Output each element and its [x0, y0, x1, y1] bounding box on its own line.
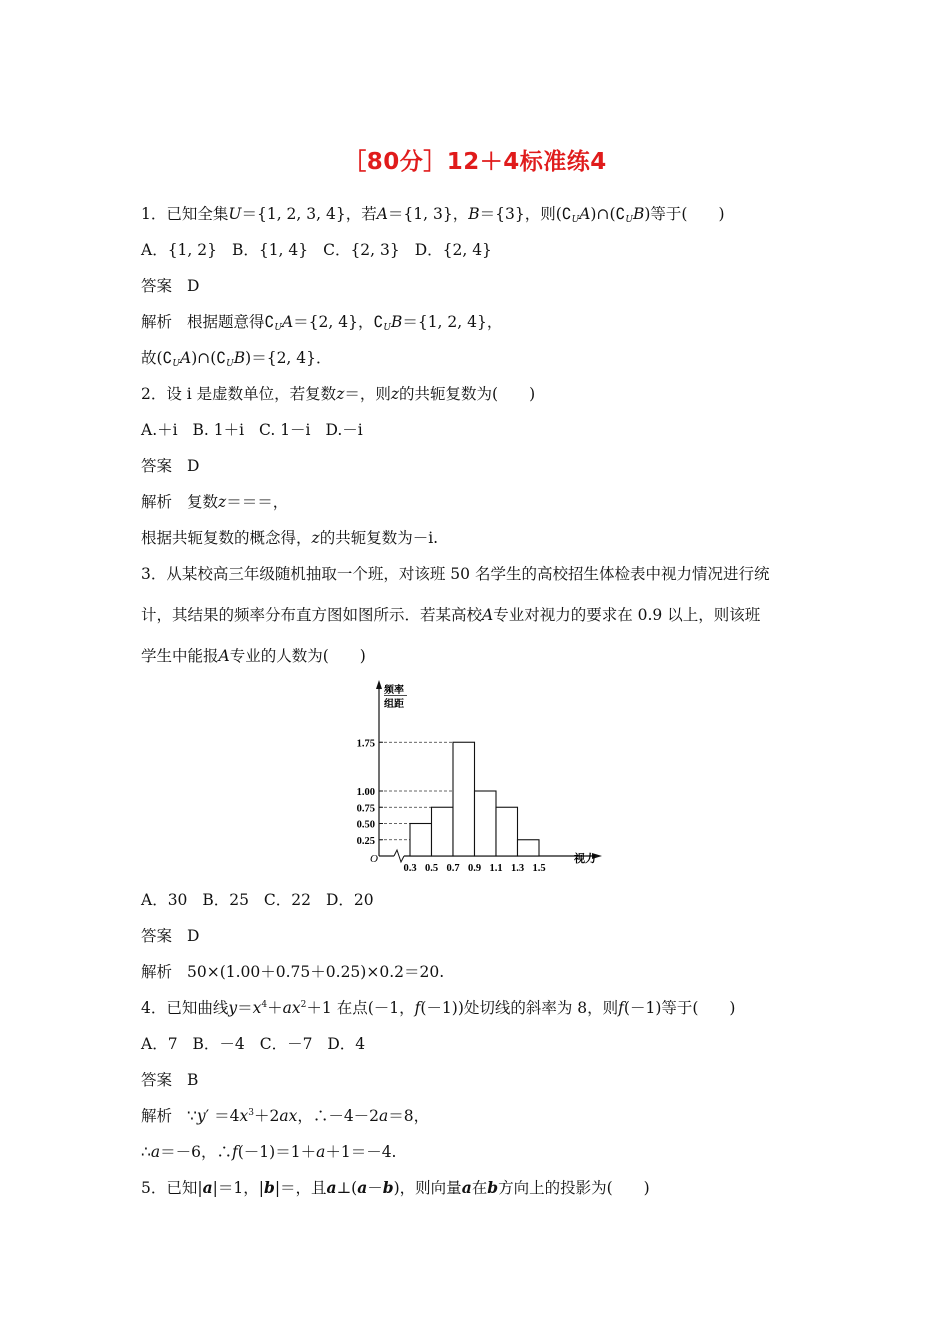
q4-option-a: A．7 — [141, 1035, 178, 1053]
q1-options — [141, 240, 502, 260]
histogram-bar-2 — [453, 742, 475, 856]
q2-option-d: D.－i — [325, 421, 363, 439]
q4-stem: 4．已知曲线$y=x^4+ax^2+1$ 在点(－1，f(－1))处切线的斜率为 8，则f(－1)等于( ) — [141, 999, 736, 1017]
q2-analysis-2: 根据共轭复数的概念得，z的共轭复数为－i. — [141, 529, 439, 547]
q1-option-c: C．{2, 3} — [323, 241, 400, 259]
histogram-chart — [340, 676, 620, 872]
page-title: ［80分］12＋4标准练4 — [343, 149, 607, 175]
y-axis-arrow — [376, 680, 382, 689]
q3-option-c: C．22 — [263, 891, 312, 909]
histogram-bar-0 — [410, 824, 432, 857]
q3-options — [141, 890, 384, 910]
ylabel-top: 频率 — [384, 685, 404, 696]
q1-option-a: A．{1, 2} — [141, 241, 217, 259]
q4-option-d: D．4 — [327, 1035, 366, 1053]
q1-analysis: 解析 根据题意得$∁_UA=\{2$, 4}，$∁_UB=\{1$, 2, 4}， — [141, 313, 503, 333]
q4-options — [141, 1034, 375, 1054]
q4-analysis: 解析 ∵y′ $=4x^3+2ax$，∴－4－2a＝8， — [141, 1107, 430, 1125]
q4-answer: 答案 B — [141, 1071, 199, 1089]
q1-answer: 答案 D — [141, 277, 200, 295]
xtick-label-6: 1.5 — [532, 863, 546, 872]
q4-option-c: C．－7 — [259, 1035, 313, 1053]
ytick-label-3: 1.00 — [356, 787, 375, 798]
q3-option-a: A．30 — [141, 891, 188, 909]
origin-label: O — [370, 853, 378, 865]
q2-answer: 答案 D — [141, 457, 200, 475]
q3-stem-2: 计，其结果的频率分布直方图如图所示．若某高校A专业对视力的要求在 0.9 以上，则该班 — [141, 606, 761, 624]
xtick-label-5: 1.3 — [510, 863, 525, 872]
q2-option-c: C. 1－i — [259, 421, 311, 439]
xtick-label-1: 0.5 — [424, 863, 439, 872]
ylabel-bottom: 组距 — [384, 699, 404, 710]
q1-stem: 1．已知全集U＝{1, 2, 3, 4}，若A＝{1, 3}，B＝{3}，则$(∁_UA)\cap(∁_UB)$等于( ) — [141, 205, 725, 225]
axis-break — [394, 850, 404, 862]
q2-option-b: B. 1＋i — [192, 421, 245, 439]
q3-analysis: 解析 50×(1.00＋0.75＋0.25)×0.2＝20. — [141, 963, 445, 981]
q3-stem-1: 3．从某校高三年级随机抽取一个班，对该班 50 名学生的高校招生体检表中视力情况进行统 — [141, 565, 770, 583]
xlabel: 视力 — [574, 853, 596, 865]
histogram-bar-3 — [475, 791, 497, 856]
q3-option-b: B．25 — [202, 891, 249, 909]
ytick-label-2: 0.75 — [356, 803, 375, 815]
q2-option-a: A.＋i — [141, 421, 178, 439]
xtick-label-0: 0.3 — [403, 863, 417, 872]
xtick-label-4: 1.1 — [489, 863, 503, 872]
q3-answer: 答案 D — [141, 927, 200, 945]
xtick-label-2: 0.7 — [446, 863, 460, 872]
q2-analysis: 解析 复数z＝＝＝， — [141, 493, 289, 511]
q3-option-d: D．20 — [325, 891, 374, 909]
q4-option-b: B．－4 — [192, 1035, 245, 1053]
ytick-label-4: 1.75 — [356, 738, 375, 750]
histogram-bar-5 — [518, 840, 540, 856]
xtick-label-3: 0.9 — [467, 863, 482, 872]
q4-analysis-2: ∴a＝－6，∴f(－1)＝1＋a＋1＝－4. — [141, 1143, 397, 1161]
q2-stem: 2．设 i 是虚数单位，若复数z＝，则z的共轭复数为( ) — [141, 385, 536, 403]
q5-stem: 5．已知|a|＝1，|b|＝，且a⊥(a－b)，则向量a在b方向上的投影为( ) — [141, 1178, 650, 1197]
q1-option-d: D．{2, 4} — [414, 241, 492, 259]
q1-analysis-2: 故$(∁_UA)\cap(∁_UB)=\{2$, 4}． — [141, 349, 332, 369]
histogram-bar-4 — [496, 807, 518, 856]
q3-stem-3: 学生中能报A专业的人数为( ) — [141, 647, 366, 665]
q2-options — [141, 420, 373, 440]
q1-option-b: B．{1, 4} — [231, 241, 309, 259]
ytick-label-1: 0.50 — [356, 819, 375, 831]
ytick-label-0: 0.25 — [356, 835, 375, 847]
histogram-bar-1 — [432, 807, 454, 856]
